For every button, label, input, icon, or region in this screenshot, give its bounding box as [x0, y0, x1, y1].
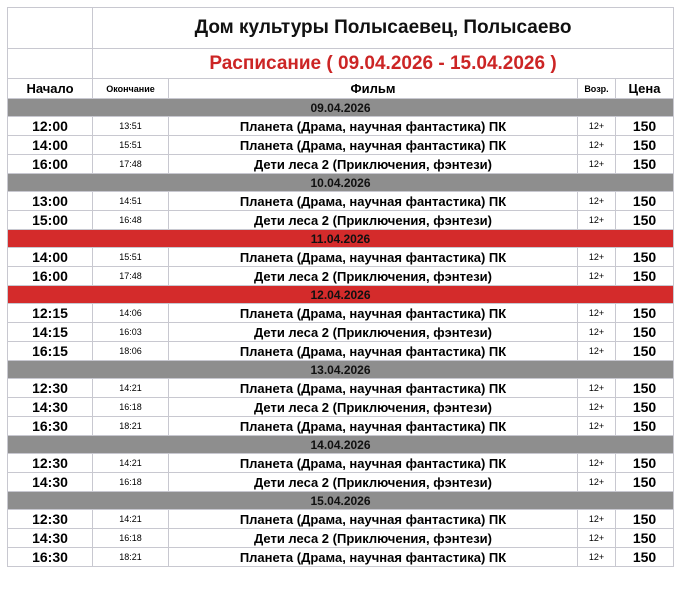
film-title: Планета (Драма, научная фантастика) ПК	[169, 248, 578, 267]
start-time: 12:30	[8, 510, 93, 529]
showtime-row	[8, 267, 674, 286]
end-time: 18:21	[93, 417, 169, 436]
title-spacer	[8, 8, 93, 49]
ticket-price: 150	[616, 379, 674, 398]
film-title: Дети леса 2 (Приключения, фэнтези)	[169, 267, 578, 286]
date-label: 14.04.2026	[8, 436, 674, 454]
end-time: 16:18	[93, 398, 169, 417]
film-title: Планета (Драма, научная фантастика) ПК	[169, 454, 578, 473]
column-header-end: Окончание	[93, 79, 169, 99]
start-time: 16:30	[8, 548, 93, 567]
showtime-row	[8, 548, 674, 567]
start-time: 14:30	[8, 398, 93, 417]
film-title: Дети леса 2 (Приключения, фэнтези)	[169, 211, 578, 230]
end-time: 17:48	[93, 267, 169, 286]
column-header-age: Возр.	[578, 79, 616, 99]
end-time: 13:51	[93, 117, 169, 136]
title-row	[8, 8, 674, 49]
schedule-table	[7, 7, 674, 567]
showtime-row	[8, 473, 674, 492]
age-rating: 12+	[578, 192, 616, 211]
end-time: 16:03	[93, 323, 169, 342]
start-time: 12:15	[8, 304, 93, 323]
age-rating: 12+	[578, 379, 616, 398]
ticket-price: 150	[616, 323, 674, 342]
showtime-row	[8, 454, 674, 473]
end-time: 16:48	[93, 211, 169, 230]
start-time: 12:30	[8, 454, 93, 473]
start-time: 12:30	[8, 379, 93, 398]
showtime-row	[8, 192, 674, 211]
showtime-row	[8, 398, 674, 417]
age-rating: 12+	[578, 211, 616, 230]
page-title: Дом культуры Полысаевец, Полысаево	[93, 8, 674, 49]
ticket-price: 150	[616, 342, 674, 361]
ticket-price: 150	[616, 417, 674, 436]
age-rating: 12+	[578, 417, 616, 436]
age-rating: 12+	[578, 529, 616, 548]
showtime-row	[8, 529, 674, 548]
subtitle-spacer	[8, 49, 93, 79]
column-header-row	[8, 79, 674, 99]
start-time: 12:00	[8, 117, 93, 136]
film-title: Дети леса 2 (Приключения, фэнтези)	[169, 398, 578, 417]
age-rating: 12+	[578, 117, 616, 136]
start-time: 14:30	[8, 473, 93, 492]
showtime-row	[8, 211, 674, 230]
start-time: 14:00	[8, 136, 93, 155]
end-time: 14:51	[93, 192, 169, 211]
end-time: 17:48	[93, 155, 169, 174]
start-time: 16:00	[8, 267, 93, 286]
age-rating: 12+	[578, 473, 616, 492]
end-time: 15:51	[93, 136, 169, 155]
ticket-price: 150	[616, 136, 674, 155]
start-time: 16:15	[8, 342, 93, 361]
date-label: 12.04.2026	[8, 286, 674, 304]
subtitle-row	[8, 49, 674, 79]
date-band	[8, 230, 674, 248]
ticket-price: 150	[616, 211, 674, 230]
end-time: 14:21	[93, 510, 169, 529]
column-header-film: Фильм	[169, 79, 578, 99]
film-title: Планета (Драма, научная фантастика) ПК	[169, 417, 578, 436]
age-rating: 12+	[578, 136, 616, 155]
end-time: 18:21	[93, 548, 169, 567]
ticket-price: 150	[616, 304, 674, 323]
date-label: 10.04.2026	[8, 174, 674, 192]
ticket-price: 150	[616, 117, 674, 136]
showtime-row	[8, 510, 674, 529]
start-time: 14:00	[8, 248, 93, 267]
age-rating: 12+	[578, 548, 616, 567]
showtime-row	[8, 323, 674, 342]
date-label: 13.04.2026	[8, 361, 674, 379]
film-title: Планета (Драма, научная фантастика) ПК	[169, 548, 578, 567]
film-title: Планета (Драма, научная фантастика) ПК	[169, 136, 578, 155]
age-rating: 12+	[578, 342, 616, 361]
schedule-period: Расписание ( 09.04.2026 - 15.04.2026 )	[93, 49, 674, 79]
ticket-price: 150	[616, 454, 674, 473]
end-time: 18:06	[93, 342, 169, 361]
end-time: 14:21	[93, 379, 169, 398]
date-label: 15.04.2026	[8, 492, 674, 510]
start-time: 16:30	[8, 417, 93, 436]
showtime-row	[8, 379, 674, 398]
showtime-row	[8, 248, 674, 267]
end-time: 16:18	[93, 529, 169, 548]
age-rating: 12+	[578, 510, 616, 529]
film-title: Планета (Драма, научная фантастика) ПК	[169, 117, 578, 136]
date-band	[8, 286, 674, 304]
film-title: Планета (Драма, научная фантастика) ПК	[169, 192, 578, 211]
column-header-price: Цена	[616, 79, 674, 99]
column-header-start: Начало	[8, 79, 93, 99]
age-rating: 12+	[578, 398, 616, 417]
start-time: 13:00	[8, 192, 93, 211]
date-band	[8, 492, 674, 510]
age-rating: 12+	[578, 267, 616, 286]
ticket-price: 150	[616, 398, 674, 417]
date-band	[8, 99, 674, 117]
date-band	[8, 361, 674, 379]
showtime-row	[8, 417, 674, 436]
film-title: Дети леса 2 (Приключения, фэнтези)	[169, 473, 578, 492]
age-rating: 12+	[578, 323, 616, 342]
showtime-row	[8, 155, 674, 174]
ticket-price: 150	[616, 473, 674, 492]
start-time: 15:00	[8, 211, 93, 230]
showtime-row	[8, 136, 674, 155]
film-title: Планета (Драма, научная фантастика) ПК	[169, 342, 578, 361]
age-rating: 12+	[578, 304, 616, 323]
showtime-row	[8, 117, 674, 136]
date-band	[8, 174, 674, 192]
date-label: 09.04.2026	[8, 99, 674, 117]
age-rating: 12+	[578, 155, 616, 174]
ticket-price: 150	[616, 548, 674, 567]
start-time: 16:00	[8, 155, 93, 174]
end-time: 14:21	[93, 454, 169, 473]
date-label: 11.04.2026	[8, 230, 674, 248]
ticket-price: 150	[616, 248, 674, 267]
age-rating: 12+	[578, 248, 616, 267]
film-title: Дети леса 2 (Приключения, фэнтези)	[169, 323, 578, 342]
start-time: 14:30	[8, 529, 93, 548]
ticket-price: 150	[616, 192, 674, 211]
ticket-price: 150	[616, 529, 674, 548]
film-title: Планета (Драма, научная фантастика) ПК	[169, 510, 578, 529]
film-title: Планета (Драма, научная фантастика) ПК	[169, 304, 578, 323]
film-title: Планета (Драма, научная фантастика) ПК	[169, 379, 578, 398]
date-band	[8, 436, 674, 454]
showtime-row	[8, 304, 674, 323]
showtime-row	[8, 342, 674, 361]
end-time: 15:51	[93, 248, 169, 267]
start-time: 14:15	[8, 323, 93, 342]
schedule-body	[8, 8, 674, 567]
ticket-price: 150	[616, 510, 674, 529]
ticket-price: 150	[616, 155, 674, 174]
end-time: 14:06	[93, 304, 169, 323]
film-title: Дети леса 2 (Приключения, фэнтези)	[169, 529, 578, 548]
age-rating: 12+	[578, 454, 616, 473]
end-time: 16:18	[93, 473, 169, 492]
ticket-price: 150	[616, 267, 674, 286]
film-title: Дети леса 2 (Приключения, фэнтези)	[169, 155, 578, 174]
